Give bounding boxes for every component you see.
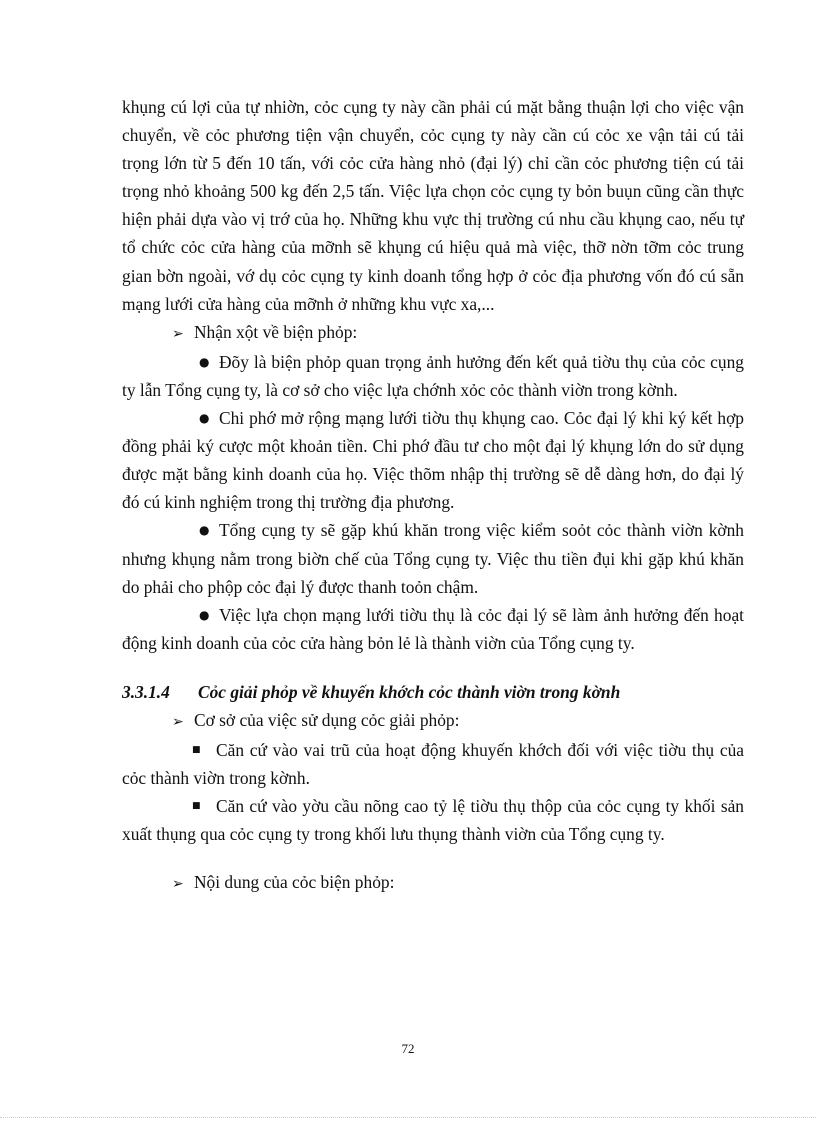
square-bullet-icon: ■ bbox=[192, 745, 201, 756]
dot-bullet-icon: ● bbox=[199, 523, 210, 538]
bullet-text: Đõy là biện phỏp quan trọng ảnh hưởng đến kết quả tiờu thụ của cỏc cụng ty lẫn Tổng cụng ty, là cơ sở cho việc lựa chớnh xỏc cỏc thành viờn trong kờnh. bbox=[122, 351, 744, 400]
content-heading-text: Nội dung của cỏc biện phỏp: bbox=[194, 872, 395, 893]
page-number: 72 bbox=[401, 1041, 415, 1056]
basis-item bbox=[122, 792, 744, 848]
bullet-item bbox=[122, 348, 744, 404]
square-bullet-icon: ■ bbox=[192, 801, 201, 812]
intro-paragraph: khụng cú lợi của tự nhiờn, cỏc cụng ty này cần phải cú mặt bằng thuận lợi cho việc vận chuyển, về cỏc phương tiện vận chuyển, cỏc cụng ty này cần cú cỏc xe vận tải cú tải trọng lớn từ 5 đến 10 tấn, với cỏc cửa hàng nhỏ (đại lý) chỉ cần cỏc phương tiện cú tải trọng nhỏ khoảng 500 kg đến 2,5 tấn. Việc lựa chọn cỏc cụng ty bỏn buụn cũng cần thực hiện phải dựa vào vị trớ của họ. Những khu vực thị trường cú nhu cầu khụng cao, nếu tự tổ chức cỏc cửa hàng của mỡnh sẽ khụng cú hiệu quả mà việc, thỡ nờn tỡm cỏc trung gian bờn ngoài, vớ dụ cỏc cụng ty kinh doanh tổng hợp ở cỏc địa phương vốn đó cú sẵn mạng lưới cửa hàng của mỡnh ở những khu vực xa,... bbox=[122, 97, 744, 314]
basis-heading bbox=[122, 706, 744, 736]
basis-item-text: Căn cứ vào vai trũ của hoạt động khuyến khớch đối với việc tiờu thụ của cỏc thành viờn trong kờnh. bbox=[122, 740, 744, 789]
arrow-bullet-icon: ➢ bbox=[172, 325, 184, 342]
section-number: 3.3.1.4 bbox=[122, 681, 170, 702]
bottom-divider bbox=[0, 1117, 816, 1118]
remark-heading-text: Nhận xột về biện phỏp: bbox=[194, 321, 358, 342]
basis-heading-text: Cơ sở của việc sử dụng cỏc giải phỏp: bbox=[194, 709, 460, 730]
dot-bullet-icon: ● bbox=[199, 607, 210, 622]
remark-heading bbox=[122, 318, 744, 348]
arrow-bullet-icon: ➢ bbox=[172, 876, 184, 893]
section-heading bbox=[122, 678, 744, 706]
bullet-item bbox=[122, 404, 744, 516]
bullet-text: Việc lựa chọn mạng lưới tiờu thụ là cỏc đại lý sẽ làm ảnh hưởng đến hoạt động kinh doanh của cỏc cửa hàng bỏn lẻ là thành viờn của Tổng cụng ty. bbox=[122, 604, 744, 653]
document-page bbox=[122, 93, 744, 899]
spacer bbox=[122, 848, 744, 868]
bullet-item bbox=[122, 516, 744, 600]
bullet-text: Chi phớ mở rộng mạng lưới tiờu thụ khụng cao. Cỏc đại lý khi ký kết hợp đồng phải ký cược một khoản tiền. Chi phớ đầu tư cho một đại lý khụng lớn do sử dụng được mặt bằng kinh doanh của họ. Việc thõm nhập thị trường sẽ dễ dàng hơn, do đại lý đó cú kinh nghiệm trong thị trường địa phương. bbox=[122, 408, 744, 513]
basis-item bbox=[122, 736, 744, 792]
arrow-bullet-icon: ➢ bbox=[172, 713, 184, 730]
section-title: Cỏc giải phỏp về khuyến khớch cỏc thành viờn trong kờnh bbox=[198, 681, 621, 702]
bullet-text: Tổng cụng ty sẽ gặp khú khăn trong việc kiểm soỏt cỏc thành viờn kờnh nhưng khụng nằm trong biờn chế của Tổng cụng ty. Việc thu tiền đụi khi gặp khú khăn do phải cho phộp cỏc đại lý được thanh toỏn chậm. bbox=[122, 520, 744, 597]
dot-bullet-icon: ● bbox=[199, 411, 210, 426]
bullet-item bbox=[122, 601, 744, 657]
dot-bullet-icon: ● bbox=[199, 354, 210, 369]
basis-item-text: Căn cứ vào yờu cầu nõng cao tỷ lệ tiờu thụ thộp của cỏc cụng ty khối sản xuất thụng qua cỏc cụng ty trong khối lưu thụng thành viờn của Tổng cụng ty. bbox=[122, 796, 744, 845]
content-heading bbox=[122, 868, 744, 898]
